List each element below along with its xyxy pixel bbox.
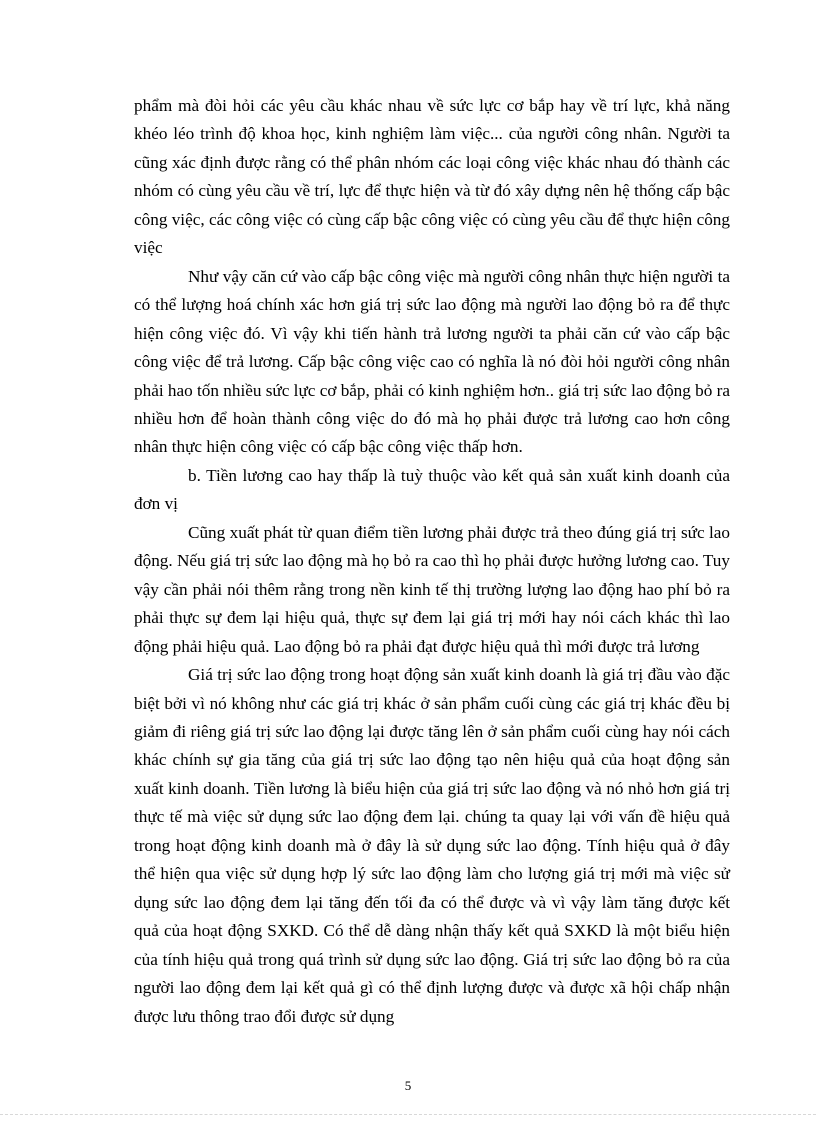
paragraph-labor-value: Cũng xuất phát từ quan điểm tiền lương phải được trả theo đúng giá trị sức lao động. Nếu giá trị sức lao động mà họ bỏ ra cao thì họ phải được hưởng lương cao. Tuy vậy cần phải nói thêm rằng trong nền kinh tế thị trường lượng lao động hao phí bỏ ra phải thực sự đem lại hiệu quả, thực sự đem lại giá trị mới hay nói cách khác thì lao động phải hiệu quả. Lao động bỏ ra phải đạt được hiệu quả thì mới được trả lương xyxy=(134,522,730,656)
page-bottom-divider xyxy=(0,1114,816,1115)
page-number: 5 xyxy=(404,1078,412,1093)
paragraph-labor-efficiency: Giá trị sức lao động trong hoạt động sản xuất kinh doanh là giá trị đầu vào đặc biệt bởi vì nó không như các giá trị khác ở sản phẩm cuối cùng các giá trị khác đều bị giảm đi riêng giá trị sức lao động lại được tăng lên ở sản phẩm cuối cùng hay nói cách khác chính sự gia tăng của giá trị sức lao động tạo nên hiệu quả của hoạt động sản xuất kinh doanh. Tiền lương là biểu hiện của giá trị sức lao động và nó nhỏ hơn giá trị thực tế mà việc sử dụng sức lao động đem lại. chúng ta quay lại với vấn đề hiệu quả trong hoạt động kinh doanh mà ở đây là sử dụng sức lao động. Tính hiệu quả ở đây thể hiện qua việc sử dụng hợp lý sức lao động làm cho lượng giá trị mới mà việc sử dụng sức lao động đem lại tăng đến tối đa có thể được và vì vậy làm tăng được kết quả của hoạt động SXKD. Có thể dễ dàng nhận thấy kết quả SXKD là một biểu hiện của tính hiệu quả trong quá trình sử dụng sức lao động. Giá trị sức lao động bỏ ra của người lao động đem lại kết quả gì có thể định lượng được và được xã hội chấp nhận được lưu thông trao đổi được sử dụng xyxy=(134,665,730,1026)
section-heading-b: b. Tiền lương cao hay thấp là tuỳ thuộc vào kết quả sản xuất kinh doanh của đơn vị xyxy=(134,465,730,514)
paragraph-job-grade: Như vậy căn cứ vào cấp bậc công việc mà người công nhân thực hiện người ta có thể lượng hoá chính xác hơn giá trị sức lao động mà người lao động bỏ ra để thực hiện công việc đó. Vì vậy khi tiến hành trả lương người ta phải căn cứ vào cấp bậc công việc để trả lương. Cấp bậc công việc cao có nghĩa là nó đòi hỏi người công nhân phải hao tốn nhiều sức lực cơ bắp, phải có kinh nghiệm hơn.. giá trị sức lao động bỏ ra nhiều hơn để hoàn thành công việc do đó mà họ phải được trả lương cao hơn công nhân thực hiện công việc có cấp bậc công việc thấp hơn. xyxy=(134,266,730,457)
page-body xyxy=(134,92,730,1031)
paragraph-continuation: phẩm mà đòi hỏi các yêu cầu khác nhau về sức lực cơ bắp hay về trí lực, khả năng khéo léo trình độ khoa học, kinh nghiệm làm việc... của người công nhân. Người ta cũng xác định được rằng có thể phân nhóm các loại công việc khác nhau đó thành các nhóm có cùng yêu cầu về trí, lực để thực hiện và từ đó xây dựng nên hệ thống cấp bậc công việc, các công việc có cùng cấp bậc công việc có cùng yêu cầu để thực hiện công việc xyxy=(134,96,730,258)
